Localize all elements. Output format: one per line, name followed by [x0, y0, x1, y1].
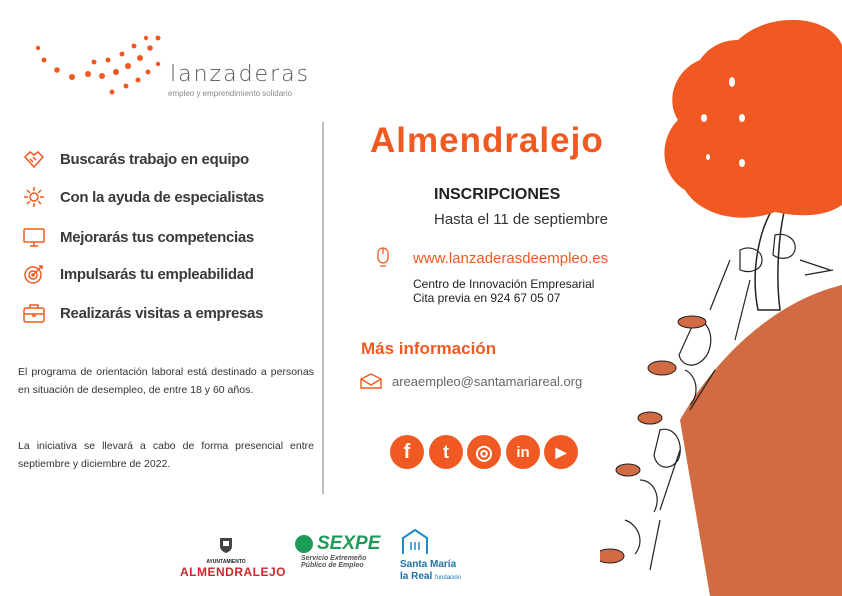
- website-link[interactable]: www.lanzaderasdeempleo.es: [413, 250, 609, 267]
- appointment-phone: Cita previa en 924 67 05 07: [413, 291, 561, 305]
- linkedin-icon[interactable]: in: [506, 435, 540, 469]
- sexpe-line2: Público de Empleo: [301, 562, 364, 569]
- tree-illustration: [600, 0, 842, 596]
- sexpe-mark-icon: [295, 535, 313, 553]
- inscriptions-title: INSCRIPCIONES: [434, 186, 561, 203]
- santa-maria-la-real-logo: [400, 528, 480, 584]
- venue-name: Centro de Innovación Empresarial: [413, 277, 595, 291]
- monitor-icon: [22, 226, 46, 248]
- feature-item: [22, 186, 264, 208]
- council-label: AYUNTAMIENTO: [206, 559, 246, 565]
- schedule-description: La iniciativa se llevará a cabo de forma presencial entre septiembre y diciembre de 2022.: [18, 440, 314, 470]
- almendralejo-council-logo: [180, 536, 287, 579]
- handshake-icon: [22, 148, 46, 170]
- feature-item: [22, 148, 249, 170]
- contact-email[interactable]: areaempleo@santamariareal.org: [392, 374, 583, 389]
- council-city: ALMENDRALEJO: [180, 565, 287, 579]
- city-title: Almendralejo: [370, 121, 604, 160]
- smr-line1: Santa María: [400, 559, 457, 570]
- feature-label: Mejorarás tus competencias: [60, 228, 254, 246]
- mouse-icon: [376, 247, 390, 272]
- brand-name: lanzaderas: [170, 62, 311, 87]
- church-icon: [400, 528, 430, 554]
- feature-label: Buscarás trabajo en equipo: [60, 150, 249, 168]
- briefcase-icon: [22, 302, 46, 324]
- twitter-icon[interactable]: t: [429, 435, 463, 469]
- smr-suffix: fundación: [435, 575, 462, 581]
- feature-label: Impulsarás tu empleabilidad: [60, 265, 254, 283]
- gear-icon: [22, 186, 46, 208]
- youtube-icon[interactable]: ▶: [544, 435, 578, 469]
- column-divider: [322, 122, 324, 494]
- program-description: El programa de orientación laboral está destinado a personas en situación de desempleo, de entre 18 y 60 años.: [18, 366, 314, 396]
- inscriptions-deadline: Hasta el 11 de septiembre: [434, 211, 608, 228]
- target-icon: [22, 263, 46, 285]
- facebook-icon[interactable]: f: [390, 435, 424, 469]
- brand-tagline: empleo y emprendimiento solidario: [168, 89, 293, 98]
- instagram-icon[interactable]: ◎: [467, 435, 501, 469]
- lanzaderas-logo-mark: [30, 30, 170, 105]
- feature-item: [22, 302, 263, 324]
- envelope-icon: [360, 373, 382, 394]
- sexpe-logo: [295, 533, 385, 569]
- more-info-title: Más información: [361, 339, 497, 358]
- feature-item: [22, 263, 254, 285]
- feature-label: Con la ayuda de especialistas: [60, 188, 264, 206]
- feature-item: [22, 226, 254, 248]
- venue-info: [413, 277, 594, 305]
- feature-label: Realizarás visitas a empresas: [60, 304, 264, 322]
- sexpe-name: SEXPE: [317, 533, 381, 554]
- smr-line2: la Real: [400, 571, 433, 582]
- sexpe-line1: Servicio Extremeño: [301, 555, 367, 562]
- coat-of-arms-icon: [219, 536, 233, 554]
